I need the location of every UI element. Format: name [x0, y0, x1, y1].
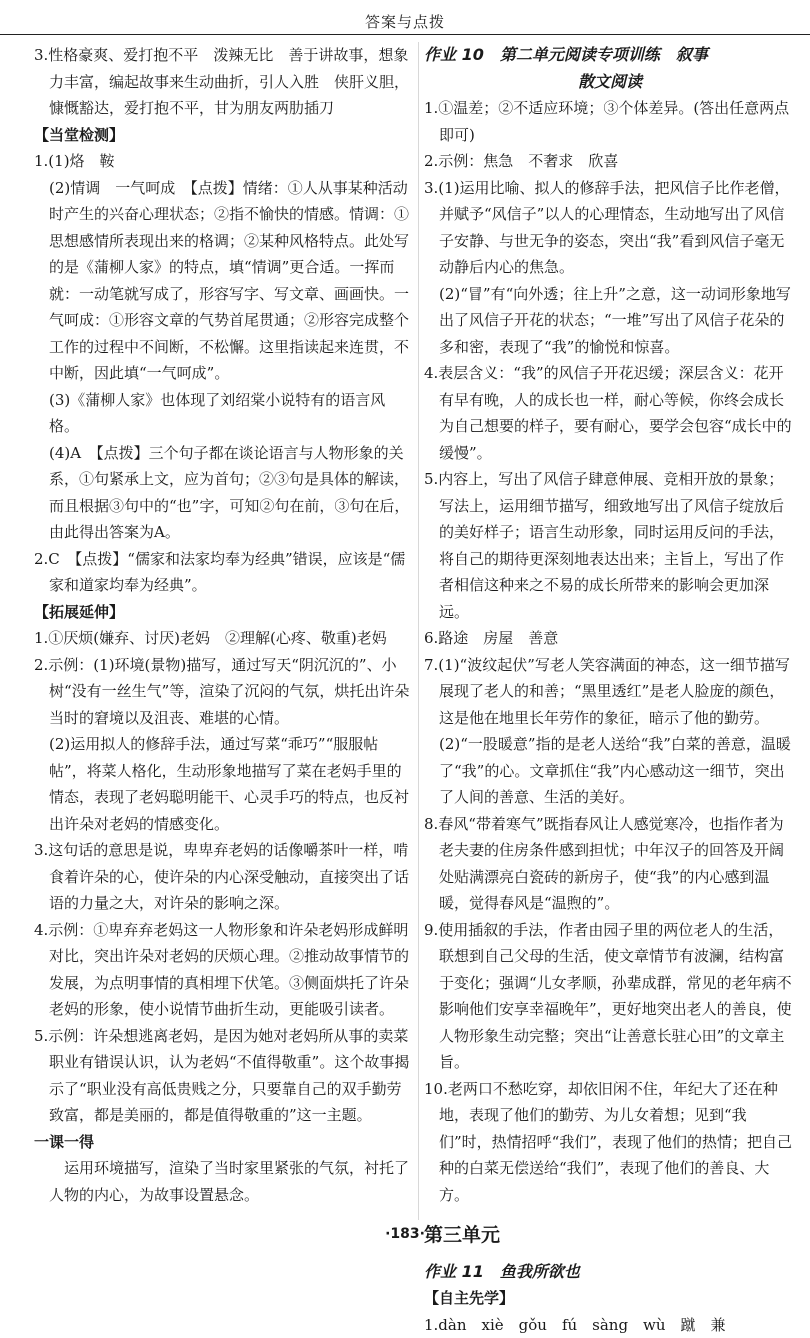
answer-line: 2.示例：焦急 不奢求 欣喜 [424, 148, 796, 175]
section-heading: 【自主先学】 [424, 1285, 796, 1312]
answer-line: 3.(1)运用比喻、拟人的修辞手法，把风信子比作老僧，并赋予“风信子”以人的心理情态，生动地写出了风信子安静、与世无争的姿态，突出“我”看到风信子毫无动静后内心的焦急。 [424, 175, 796, 281]
homework-11-title: 作业 11 鱼我所欲也 [424, 1259, 796, 1286]
answer-line: 10.老两口不愁吃穿，却依旧闲不住，年纪大了还在种地，表现了他们的勤劳、为儿女着想；见到“我们”时，热情招呼“我们”，表现了他们的热情；把自己种的白菜无偿送给“我们”，表现了他们的善良、大方。 [424, 1076, 796, 1209]
answer-line: 9.使用插叙的手法，作者由园子里的两位老人的生活，联想到自己父母的生活，使文章情节有波澜，结构富于变化；强调“儿女孝顺，孙辈成群，常见的老年病不影响他们安享幸福晚年”，更好地突出老人的善良，使人物形象生动完整；突出“让善意长驻心田”的文章主旨。 [424, 917, 796, 1076]
answer-line: (2)情调 一气呵成 【点拨】情绪：①人从事某种活动时产生的兴奋心理状态；②指不愉快的情感。情调：①思想感情所表现出来的格调；②某种风格特点。此处写的是《蒲柳人家》的特点，填“情调”更合适。一挥而就：一动笔就写成了，形容写字、写文章、画画快。一气呵成：①形容文章的气势首尾贯通；②形容完成整个工作的过程中不间断，不松懈。这里指读起来连贯，不中断，因此填“一气呵成”。 [34, 175, 412, 387]
answer-line: 2.示例：(1)环境(景物)描写，通过写天“阴沉沉的”、小树“没有一丝生气”等，渲染了沉闷的气氛，烘托出许朵当时的窘境以及沮丧、难堪的心情。 [34, 652, 412, 732]
answer-line: 5.内容上，写出了风信子肆意伸展、竞相开放的景象；写法上，运用细节描写，细致地写出了风信子绽放后的美好样子；语言生动形象，同时运用反问的手法，将自己的期待更深刻地表达出来；主旨上，写出了作者相信这种来之不易的成长所带来的影响会更加深远。 [424, 466, 796, 625]
column-divider [418, 42, 419, 1220]
answer-line: 3.这句话的意思是说，卑卑弃老妈的话像嚼茶叶一样，啃食着许朵的心，使许朵的内心深受触动，直接突出了话语的力量之大，对许朵的影响之深。 [34, 837, 412, 917]
left-column [34, 42, 412, 1208]
page-header [0, 0, 810, 35]
answer-line: 运用环境描写，渲染了当时家里紧张的气氛，衬托了人物的内心，为故事设置悬念。 [34, 1155, 412, 1208]
homework-10-title: 作业 10 第二单元阅读专项训练 叙事 [424, 42, 796, 69]
answer-line: 8.春风“带着寒气”既指春风让人感觉寒冷，也指作者为老夫妻的住房条件感到担忧；中年汉子的回答及开阔处贴满漂亮白瓷砖的新房子，使“我”的内心感到温暖，觉得春风是“温煦的”。 [424, 811, 796, 917]
page-number: ·183· [0, 1226, 810, 1242]
answer-line: 1.①温差；②不适应环境；③个体差异。(答出任意两点即可) [424, 95, 796, 148]
section-heading: 【拓展延伸】 [34, 599, 412, 626]
homework-10-title-cont: 散文阅读 [424, 69, 796, 96]
answer-line: (4)A 【点拨】三个句子都在谈论语言与人物形象的关系，①句紧承上文，应为首句；②③句是具体的解读，而且根据③句中的“也”字，可知②句在前，③句在后，由此得出答案为A。 [34, 440, 412, 546]
answer-line: (2)“冒”有“向外透；往上升”之意，这一动词形象地写出了风信子开花的状态；“一堆”写出了风信子花朵的多和密，表现了“我”的愉悦和惊喜。 [424, 281, 796, 361]
answer-line: 4.示例：①卑弃弃老妈这一人物形象和许朵老妈形成鲜明对比，突出许朵对老妈的厌烦心理。②推动故事情节的发展，为点明事情的真相埋下伏笔。③侧面烘托了许朵老妈的形象，使小说情节曲折生动，更能吸引读者。 [34, 917, 412, 1023]
answer-line: (2)“一股暖意”指的是老人送给“我”白菜的善意，温暖了“我”的心。文章抓住“我”内心感动这一细节，突出了人间的善意、生活的美好。 [424, 731, 796, 811]
answer-line: (3)《蒲柳人家》也体现了刘绍棠小说特有的语言风格。 [34, 387, 412, 440]
unit-3-title: 第三单元 [424, 1222, 796, 1249]
section-heading: 【当堂检测】 [34, 122, 412, 149]
answer-line: 2.C 【点拨】“儒家和法家均奉为经典”错误，应该是“儒家和道家均奉为经典”。 [34, 546, 412, 599]
answer-line: 3.性格豪爽、爱打抱不平 泼辣无比 善于讲故事，想象力丰富，编起故事来生动曲折，引人入胜 侠肝义胆，慷慨豁达，爱打抱不平，甘为朋友两肋插刀 [34, 42, 412, 122]
answer-line: 4.表层含义：“我”的风信子开花迟缓；深层含义：花开有早有晚，人的成长也一样，耐心等候，你终会成长为自己想要的样子，要有耐心，要学会包容“成长中的缓慢”。 [424, 360, 796, 466]
right-column [424, 42, 796, 1338]
answer-line: 6.路途 房屋 善意 [424, 625, 796, 652]
answer-line: (2)运用拟人的修辞手法，通过写菜“乖巧”“服服帖帖”，将菜人格化，生动形象地描写了菜在老妈手里的情态，表现了老妈聪明能干、心灵手巧的特点，也反衬出许朵对老妈的情感变化。 [34, 731, 412, 837]
section-heading: 一课一得 [34, 1129, 412, 1156]
page-header-title: 答案与点拨 [0, 11, 810, 32]
answer-line: 1.(1)烙 鞍 [34, 148, 412, 175]
answer-line: 7.(1)“波纹起伏”写老人笑容满面的神态，这一细节描写展现了老人的和善；“黑里透红”是老人脸庞的颜色，这是他在地里长年劳作的象征，暗示了他的勤劳。 [424, 652, 796, 732]
pinyin-answer-line: 1.dàn xiè gǒu fú sàng wù 蹴 兼 [424, 1312, 796, 1338]
answer-line: 5.示例：许朵想逃离老妈，是因为她对老妈所从事的卖菜职业有错误认识，认为老妈“不值得敬重”。这个故事揭示了“职业没有高低贵贱之分，只要靠自己的双手勤劳致富，都是美丽的，都是值得敬重的”这一主题。 [34, 1023, 412, 1129]
answer-line: 1.①厌烦(嫌弃、讨厌)老妈 ②理解(心疼、敬重)老妈 [34, 625, 412, 652]
